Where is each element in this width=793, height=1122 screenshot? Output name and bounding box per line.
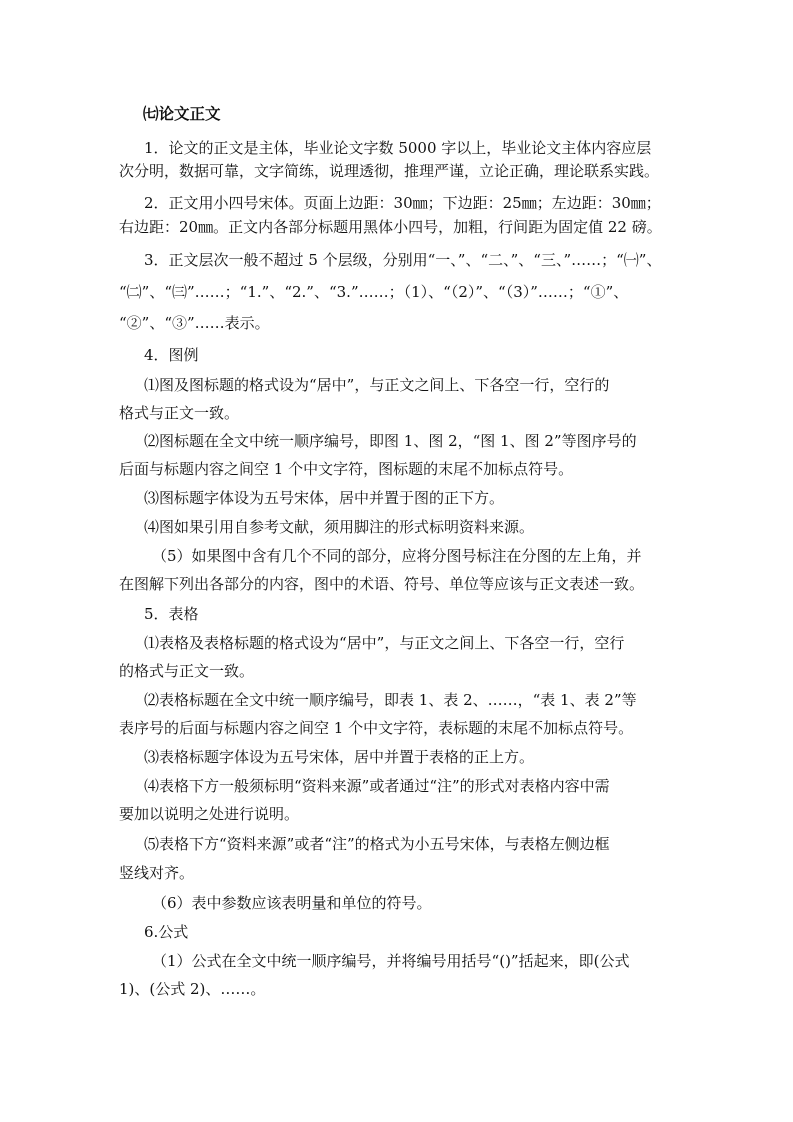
paragraph-line: ⑸表格下方“资料来源”或者“注”的格式为小五号宋体，与表格左侧边框 bbox=[144, 835, 610, 853]
paragraph-line: 表序号的后面与标题内容之间空 1 个中文字符，表标题的末尾不加标点符号。 bbox=[119, 719, 634, 737]
paragraph-line: ⑶表格标题字体设为五号宋体，居中并置于表格的正上方。 bbox=[144, 748, 535, 766]
paragraph-line: 的格式与正文一致。 bbox=[119, 662, 255, 680]
paragraph-line: （5）如果图中含有几个不同的部分，应将分图号标注在分图的左上角，并 bbox=[152, 547, 642, 565]
section-title: ㈦论文正文 bbox=[143, 105, 221, 123]
paragraph-line: 2．正文用小四号宋体。页面上边距：30㎜；下边距：25㎜；左边距：30㎜； bbox=[144, 194, 661, 212]
paragraph-line: 竖线对齐。 bbox=[119, 864, 195, 882]
paragraph-line: 次分明，数据可靠，文字简练，说理透彻，推理严谨，立论正确，理论联系实践。 bbox=[119, 162, 660, 180]
paragraph-line: ⑷表格下方一般须标明“资料来源”或者通过“注”的形式对表格内容中需 bbox=[144, 777, 610, 795]
paragraph-line: 1)、(公式 2)、……。 bbox=[119, 980, 266, 998]
paragraph-line: 后面与标题内容之间空 1 个中文字符，图标题的末尾不加标点符号。 bbox=[119, 460, 574, 478]
paragraph-line: ⑵图标题在全文中统一顺序编号，即图 1、图 2，“图 1、图 2”等图序号的 bbox=[144, 432, 637, 450]
subsection-heading: 5．表格 bbox=[144, 605, 199, 623]
paragraph-line: 格式与正文一致。 bbox=[119, 404, 240, 422]
paragraph-line: ⑴图及图标题的格式设为“居中”，与正文之间上、下各空一行，空行的 bbox=[144, 376, 610, 394]
paragraph-line: ⑷图如果引用自参考文献，须用脚注的形式标明资料来源。 bbox=[144, 518, 535, 536]
paragraph-line: 1．论文的正文是主体，毕业论文字数 5000 字以上，毕业论文主体内容应层 bbox=[144, 139, 652, 157]
paragraph-line: 3．正文层次一般不超过 5 个层级，分别用“一、”、“二、”、“三、”……；“㈠”、 bbox=[144, 251, 662, 269]
paragraph-line: （1）公式在全文中统一顺序编号，并将编号用括号“()”括起来，即(公式 bbox=[152, 952, 630, 970]
paragraph-line: 在图解下列出各部分的内容，图中的术语、符号、单位等应该与正文表述一致。 bbox=[119, 575, 645, 593]
paragraph-line: （6）表中参数应该表明量和单位的符号。 bbox=[152, 894, 432, 912]
paragraph-line: ⑴表格及表格标题的格式设为“居中”，与正文之间上、下各空一行，空行 bbox=[144, 634, 625, 652]
paragraph-line: 要加以说明之处进行说明。 bbox=[119, 805, 300, 823]
paragraph-line: “㈡”、“㈢”……；“1.”、“2.”、“3.”……；（1）、“（2）”、“（3）”……；“①”、 bbox=[119, 283, 629, 301]
paragraph-line: 右边距：20㎜。正文内各部分标题用黑体小四号，加粗，行间距为固定值 22 磅。 bbox=[119, 218, 662, 236]
paragraph-line: ⑵表格标题在全文中统一顺序编号，即表 1、表 2、……，“表 1、表 2”等 bbox=[144, 691, 637, 709]
subsection-heading: 6.公式 bbox=[144, 923, 189, 941]
paragraph-line: ⑶图标题字体设为五号宋体，居中并置于图的正下方。 bbox=[144, 489, 505, 507]
paragraph-line: “②”、“③”……表示。 bbox=[119, 314, 270, 332]
subsection-heading: 4．图例 bbox=[144, 346, 199, 364]
